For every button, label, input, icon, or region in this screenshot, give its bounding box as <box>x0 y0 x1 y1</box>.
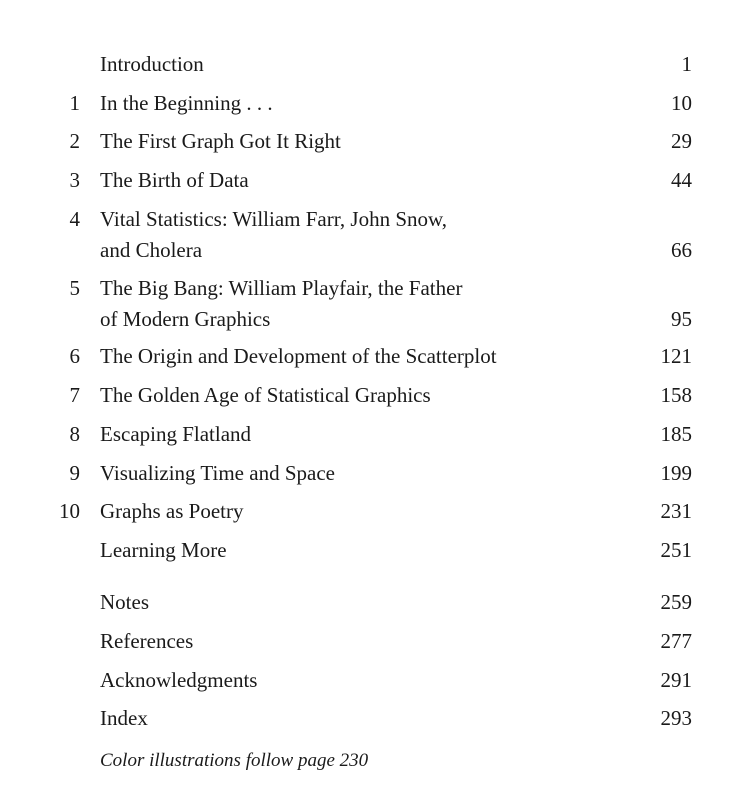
chapter-title-line: References <box>100 629 194 653</box>
chapter-title <box>100 380 600 411</box>
chapter-title-line: The Golden Age of Statistical Graphics <box>100 383 431 407</box>
chapter-title <box>100 535 600 566</box>
chapter-title <box>100 665 600 696</box>
page-number: 1 <box>681 52 692 76</box>
color-illustrations-note: Color illustrations follow page 230 <box>100 750 369 771</box>
page-number: 44 <box>671 168 692 192</box>
page-number: 259 <box>660 590 692 614</box>
chapter-title-line: Notes <box>100 590 149 614</box>
chapter-title <box>100 204 600 266</box>
page-number: 231 <box>660 499 692 523</box>
page-number: 29 <box>671 129 692 153</box>
chapter-title-line: Index <box>100 706 148 730</box>
page-number: 66 <box>671 238 692 262</box>
chapter-title <box>100 419 600 450</box>
chapter-number: 7 <box>69 383 80 407</box>
chapter-title-line: Acknowledgments <box>100 668 258 692</box>
chapter-title <box>100 703 600 734</box>
chapter-number: 2 <box>69 129 80 153</box>
page-number: 199 <box>660 461 692 485</box>
page-number: 10 <box>671 91 692 115</box>
chapter-title-line: The First Graph Got It Right <box>100 129 341 153</box>
chapter-title-line: The Big Bang: William Playfair, the Father <box>100 276 463 300</box>
chapter-title-line: Escaping Flatland <box>100 422 252 446</box>
chapter-number: 5 <box>69 276 80 300</box>
chapter-number: 8 <box>69 422 80 446</box>
page-number: 95 <box>671 307 692 331</box>
chapter-title <box>100 126 600 157</box>
chapter-title-line: In the Beginning . . . <box>100 91 273 115</box>
chapter-title <box>100 273 600 335</box>
page-number: 121 <box>660 344 692 368</box>
chapter-title-line: The Origin and Development of the Scatterplot <box>100 344 497 368</box>
chapter-number: 3 <box>69 168 80 192</box>
chapter-title-line: The Birth of Data <box>100 168 249 192</box>
page-number: 293 <box>660 706 692 730</box>
page-number: 185 <box>660 422 692 446</box>
chapter-number: 10 <box>59 499 80 523</box>
page-number: 277 <box>660 629 692 653</box>
chapter-title <box>100 626 600 657</box>
chapter-title-line: of Modern Graphics <box>100 307 271 331</box>
chapter-title-line: Vital Statistics: William Farr, John Snow, <box>100 207 448 231</box>
chapter-title <box>100 458 600 489</box>
page-number: 251 <box>660 538 692 562</box>
chapter-title-line: Graphs as Poetry <box>100 499 244 523</box>
chapter-title <box>100 49 600 80</box>
chapter-title-line: and Cholera <box>100 238 203 262</box>
chapter-title <box>100 88 600 119</box>
chapter-title <box>100 496 600 527</box>
chapter-title <box>100 165 600 196</box>
page-number: 158 <box>660 383 692 407</box>
chapter-number: 1 <box>69 91 80 115</box>
chapter-title <box>100 341 600 372</box>
chapter-title-line: Introduction <box>100 52 204 76</box>
chapter-number: 4 <box>69 207 80 231</box>
chapter-number: 9 <box>69 461 80 485</box>
chapter-number: 6 <box>69 344 80 368</box>
page-number: 291 <box>660 668 692 692</box>
chapter-title <box>100 587 600 618</box>
chapter-title-line: Visualizing Time and Space <box>100 461 335 485</box>
chapter-title-line: Learning More <box>100 538 227 562</box>
